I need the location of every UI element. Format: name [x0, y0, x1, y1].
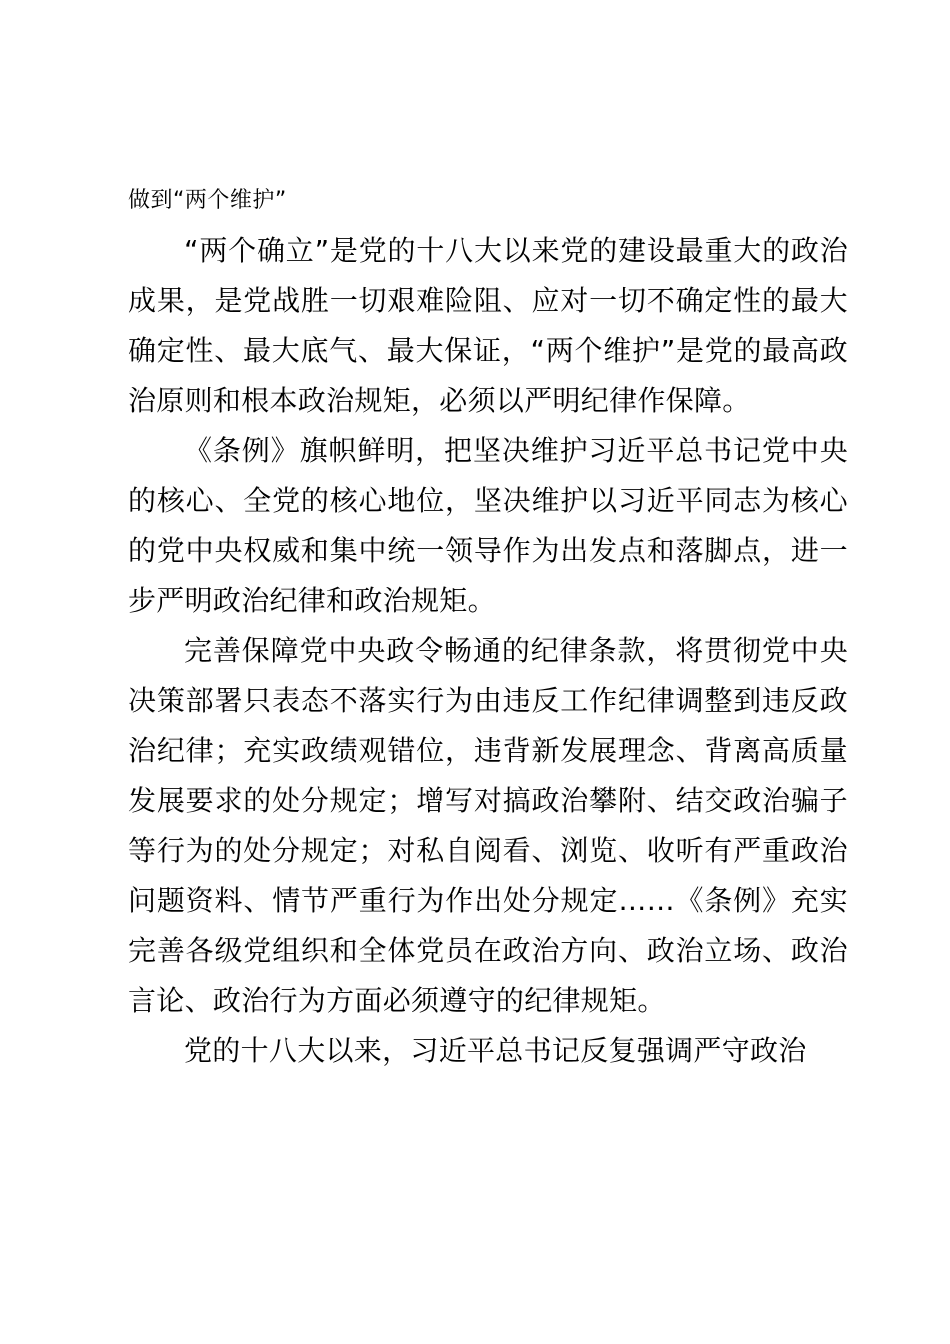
section-heading: 做到“两个维护” — [128, 188, 287, 213]
paragraph-2: 《条例》旗帜鲜明，把坚决维护习近平总书记党中央的核心、全党的核心地位，坚决维护以习近平同志为核心的党中央权威和集中统一领导作为出发点和落脚点，进一步严明政治纪律和政治规矩。 — [128, 434, 848, 617]
paragraph-3: 完善保障党中央政令畅通的纪律条款，将贯彻党中央决策部署只表态不落实行为由违反工作纪律调整到违反政治纪律；充实政绩观错位，违背新发展理念、背离高质量发展要求的处分规定；增写对搞政治攀附、结交政治骗子等行为的处分规定；对私自阅看、浏览、收听有严重政治问题资料、情节严重行为作出处分规定……《条例》充实完善各级党组织和全体党员在政治方向、政治立场、政治言论、政治行为方面必须遵守的纪律规矩。 — [128, 634, 848, 1017]
paragraph-1: “两个确立”是党的十八大以来党的建设最重大的政治成果，是党战胜一切艰难险阻、应对一切不确定性的最大确定性、最大底气、最大保证，“两个维护”是党的最高政治原则和根本政治规矩，必须以严明纪律作保障。 — [128, 234, 848, 417]
document-body — [128, 186, 848, 1076]
paragraph-4: 党的十八大以来，习近平总书记反复强调严守政治 — [184, 1034, 807, 1067]
